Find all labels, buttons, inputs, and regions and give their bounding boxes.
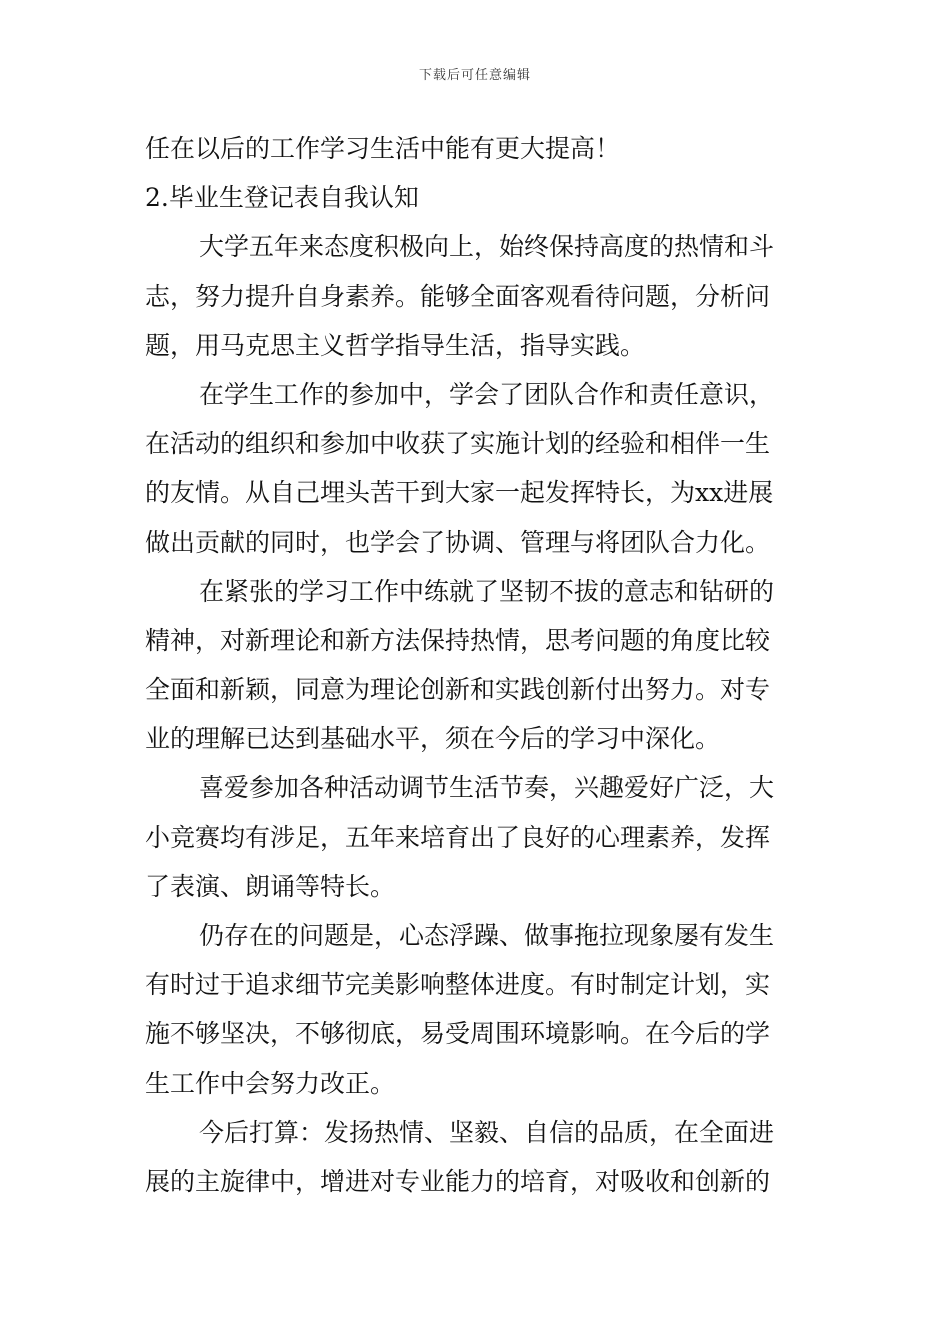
text-line: 生工作中会努力改正。 — [145, 1068, 396, 1098]
text-line: 了表演、朗诵等特长。 — [145, 871, 396, 901]
text-line: 做出贡献的同时，也学会了协调、管理与将团队合力化。 — [145, 527, 771, 557]
text-line: 在紧张的学习工作中练就了坚韧不拔的意志和钻研的 — [199, 576, 775, 606]
text-line: 题，用马克思主义哲学指导生活，指导实践。 — [145, 330, 646, 360]
text-line: 2.毕业生登记表自我认知 — [145, 183, 419, 213]
text-line: 任在以后的工作学习生活中能有更大提高！ — [145, 134, 621, 163]
text-line: 的友情。从自己埋头苦干到大家一起发挥特长，为xx进展 — [145, 478, 774, 508]
text-line: 在活动的组织和参加中收获了实施计划的经验和相伴一生 — [145, 429, 771, 459]
text-line: 在学生工作的参加中，学会了团队合作和责任意识， — [199, 379, 775, 409]
text-line: 精神，对新理论和新方法保持热情，思考问题的角度比较 — [145, 625, 771, 655]
text-line: 志，努力提升自身素养。能够全面客观看待问题，分析问 — [145, 281, 771, 311]
text-line: 小竞赛均有涉足，五年来培育出了良好的心理素养，发挥 — [145, 822, 771, 852]
text-line: 全面和新颖，同意为理论创新和实践创新付出努力。对专 — [145, 675, 771, 705]
text-line: 今后打算：发扬热情、坚毅、自信的品质，在全面进 — [199, 1117, 775, 1147]
page-header-note: 下载后可任意编辑 — [418, 68, 531, 83]
text-line: 喜爱参加各种活动调节生活节奏，兴趣爱好广泛，大 — [199, 773, 775, 803]
document-body — [145, 124, 809, 1206]
text-line: 展的主旋律中，增进对专业能力的培育，对吸收和创新的 — [145, 1166, 771, 1196]
text-line: 大学五年来态度积极向上，始终保持高度的热情和斗 — [199, 232, 775, 262]
text-line: 有时过于追求细节完美影响整体进度。有时制定计划，实 — [145, 970, 771, 1000]
text-line: 仍存在的问题是，心态浮躁、做事拖拉现象屡有发生 — [199, 921, 775, 950]
text-line: 业的理解已达到基础水平，须在今后的学习中深化。 — [145, 724, 721, 754]
text-line: 施不够坚决，不够彻底，易受周围环境影响。在今后的学 — [145, 1019, 771, 1049]
